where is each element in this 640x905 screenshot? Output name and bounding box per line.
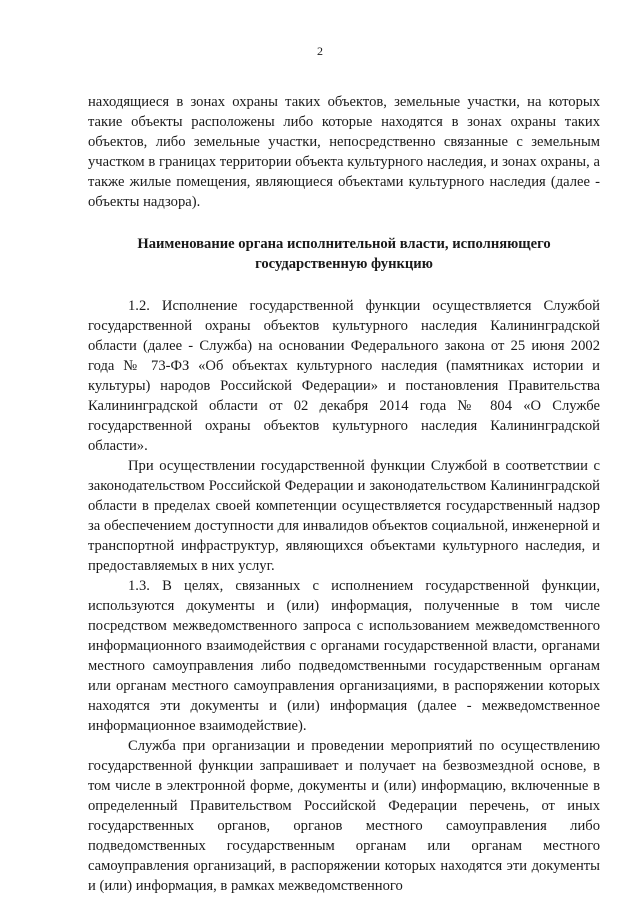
paragraph-1-3: 1.3. В целях, связанных с исполнением государственной функции, используются документы и (или) информация, полученные в том числе посредством межведомственного запроса с использованием межведомственного информационного взаимодействия с органами государственной власти, органами местного самоуправления либо подведомственными государственным органам или органам местного самоуправления организациями, в распоряжении которых находятся эти документы и (или) информация (далее - межведомственное информационное взаимодействие). <box>88 578 600 734</box>
section-heading: Наименование органа исполнительной власти, исполняющего государственную функцию <box>137 236 551 272</box>
intro-paragraph: находящиеся в зонах охраны таких объектов, земельные участки, на которых такие объекты расположены либо которые находятся в зонах охраны таких объектов, либо земельные участки, непосредственно связанные с земельным участком в границах территории объекта культурного наследия, и зонах охраны, а также жилые помещения, являющиеся объектами культурного наследия (далее - объекты надзора). <box>88 94 600 210</box>
paragraph-service-requests: Служба при организации и проведении мероприятий по осуществлению государственной функции запрашивает и получает на безвозмездной основе, в том числе в электронной форме, документы и (или) информацию, включенные в определенный Правительством Российской Федерации перечень, от иных государственных органов, органов местного самоуправления либо подведомственных государственным органам или органам местного самоуправления организаций, в распоряжении которых находятся эти документы и (или) информация, в рамках межведомственного <box>88 738 600 894</box>
document-body <box>88 92 600 896</box>
page-number: 2 <box>317 44 323 58</box>
paragraph-1-2: 1.2. Исполнение государственной функции осуществляется Службой государственной охраны объектов культурного наследия Калининградской области (далее - Служба) на основании Федерального закона от 25 июня 2002 года № 73-ФЗ «Об объектах культурного наследия (памятниках истории и культуры) народов Российской Федерации» и постановления Правительства Калининградской области от 02 декабря 2014 года № 804 «О Службе государственной охраны объектов культурного наследия Калининградской области». <box>88 298 600 454</box>
paragraph-supervision: При осуществлении государственной функции Службой в соответствии с законодательством Российской Федерации и законодательством Калининградской области в пределах своей компетенции осуществляется государственный надзор за обеспечением доступности для инвалидов объектов социальной, инженерной и транспортной инфраструктур, являющихся объектами культурного наследия, и предоставляемых в них услуг. <box>88 458 600 574</box>
